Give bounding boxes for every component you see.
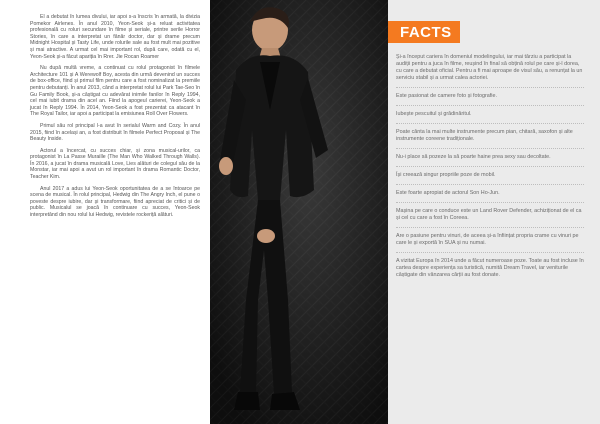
article-paragraph: Nu după multă vreme, a continuat cu rolul protagonist în filmele Architecture 101 și A Werewolf Boy, acesta din urmă devenind un succes de box-office, fiind și primul film pentru care a fost nominalizat la premiile pentru debutanți. În anul 2013, când a interpretat rolul lui Park Tae-Seo în Gu Family Book, și-a câștigat cu adevărat inimile fanilor în Reply 1994, cel mai iubit drama din acel an. Fiind la apogeul carierei, Yeon-Seok a jucat în Reply 1994. În 2014, Yeon-Seok a fost prezentat ca atacant în The Royal Tailor, iar apoi a participat la emisiunea Roll Over Flowers. <box>30 65 200 118</box>
fact-item: Iubește pescuitul și grădinăritul. <box>396 111 584 124</box>
fact-item: Poate cânta la mai multe instrumente precum pian, chitară, saxofon și alte instrumente coreene tradiționale. <box>396 129 584 149</box>
portrait-photo <box>210 0 388 424</box>
fact-item: Își creează singur propriile poze de mobil. <box>396 172 584 185</box>
fact-item: Este pasionat de camere foto și fotografie. <box>396 93 584 106</box>
facts-panel <box>388 0 600 424</box>
fact-item: Mașina pe care o conduce este un Land Rover Defender, achiziționat de el ca și cel cu care a fost în Coreea. <box>396 208 584 228</box>
fact-item: Are o pasiune pentru vinuri, de aceea și-a înființat propria crame cu vinuri pe care le și exportă în SUA și nu numai. <box>396 233 584 253</box>
article-paragraph: Anul 2017 a adus lui Yeon-Seok oportunitatea de a se întoarce pe scena de musical. În rolul principal, Hedwig din The Angry Inch, el pune o poveste despre iubire, dar și transformare, fiind apreciat de critici și de public. Musicalul se joacă în continuare cu succes, Yeon-Seok interpretând din nou rolul lui Hedwig, revistele rockeriță alături. <box>30 185 200 219</box>
article-panel <box>0 0 210 424</box>
article-paragraph: Primul său rol principal l-a avut în serialul Warm and Cozy. În anul 2015, fiind în același an, a fost distribuit în filmele Perfect Proposal și The Beauty Inside. <box>30 122 200 143</box>
fact-item: Și-a început cariera în domeniul modelingului, iar mai târziu a participat la audiții pentru a juca în filme, reușind în final să obțină rolul pe care și-l dorea, cu care a debutat oficial. Pentru a fi mai aproape de visul său, a renunțat la un serviciu stabil și a urmat calea actoriei. <box>396 54 584 88</box>
fact-item: Este foarte apropiat de actorul Son Ho-Jun. <box>396 190 584 203</box>
facts-title: FACTS <box>400 24 452 41</box>
fact-item: A vizitat Europa în 2014 unde a făcut numeroase poze. Toate au fost incluse în cartea despre experiența sa turistică, numită Dream Travel, iar veniturile câștigate din vânzarea cărții au fost donate. <box>396 258 584 278</box>
portrait-photo-illustration <box>210 0 388 424</box>
facts-list <box>396 54 584 289</box>
article-paragraph: Actorul a încercat, cu succes chiar, și zona musical-urilor, ca protagonist în La Passe Muraille (The Man Who Walked Through Walls). În 2016, a jucat în drama musicală Love, Lies alături de colegul său de la Monstar, iar mai apoi a avut un rol important în drama Romantic Doctor, Teacher Kim. <box>30 147 200 181</box>
fact-item: Nu-i place să pozeze la să poarte haine prea sexy sau decoltate. <box>396 154 584 167</box>
facts-header-bar <box>388 21 460 43</box>
article-paragraph: El a debutat în lumea divului, iar apoi s-a înscris în armată, la divizia Pomekor Airlenes. În anul 2010, Yeon-Seok și-a reluat activitatea profesională cu roluri secundare în filme și seriale, printre serile Horror Stories, în care a interpretat un fânăr doctor, dar și drame precum Midnight Hospital și Tasty Life, unde rolurile sale au fost mult mai pozitive și mai atractive. A urmat cel mai important rol, după care, odată cu el, Yeon-Seok și-a făcut apariția în Rrer. Jie Rocan Roamer <box>30 14 200 60</box>
article-column <box>30 14 200 224</box>
